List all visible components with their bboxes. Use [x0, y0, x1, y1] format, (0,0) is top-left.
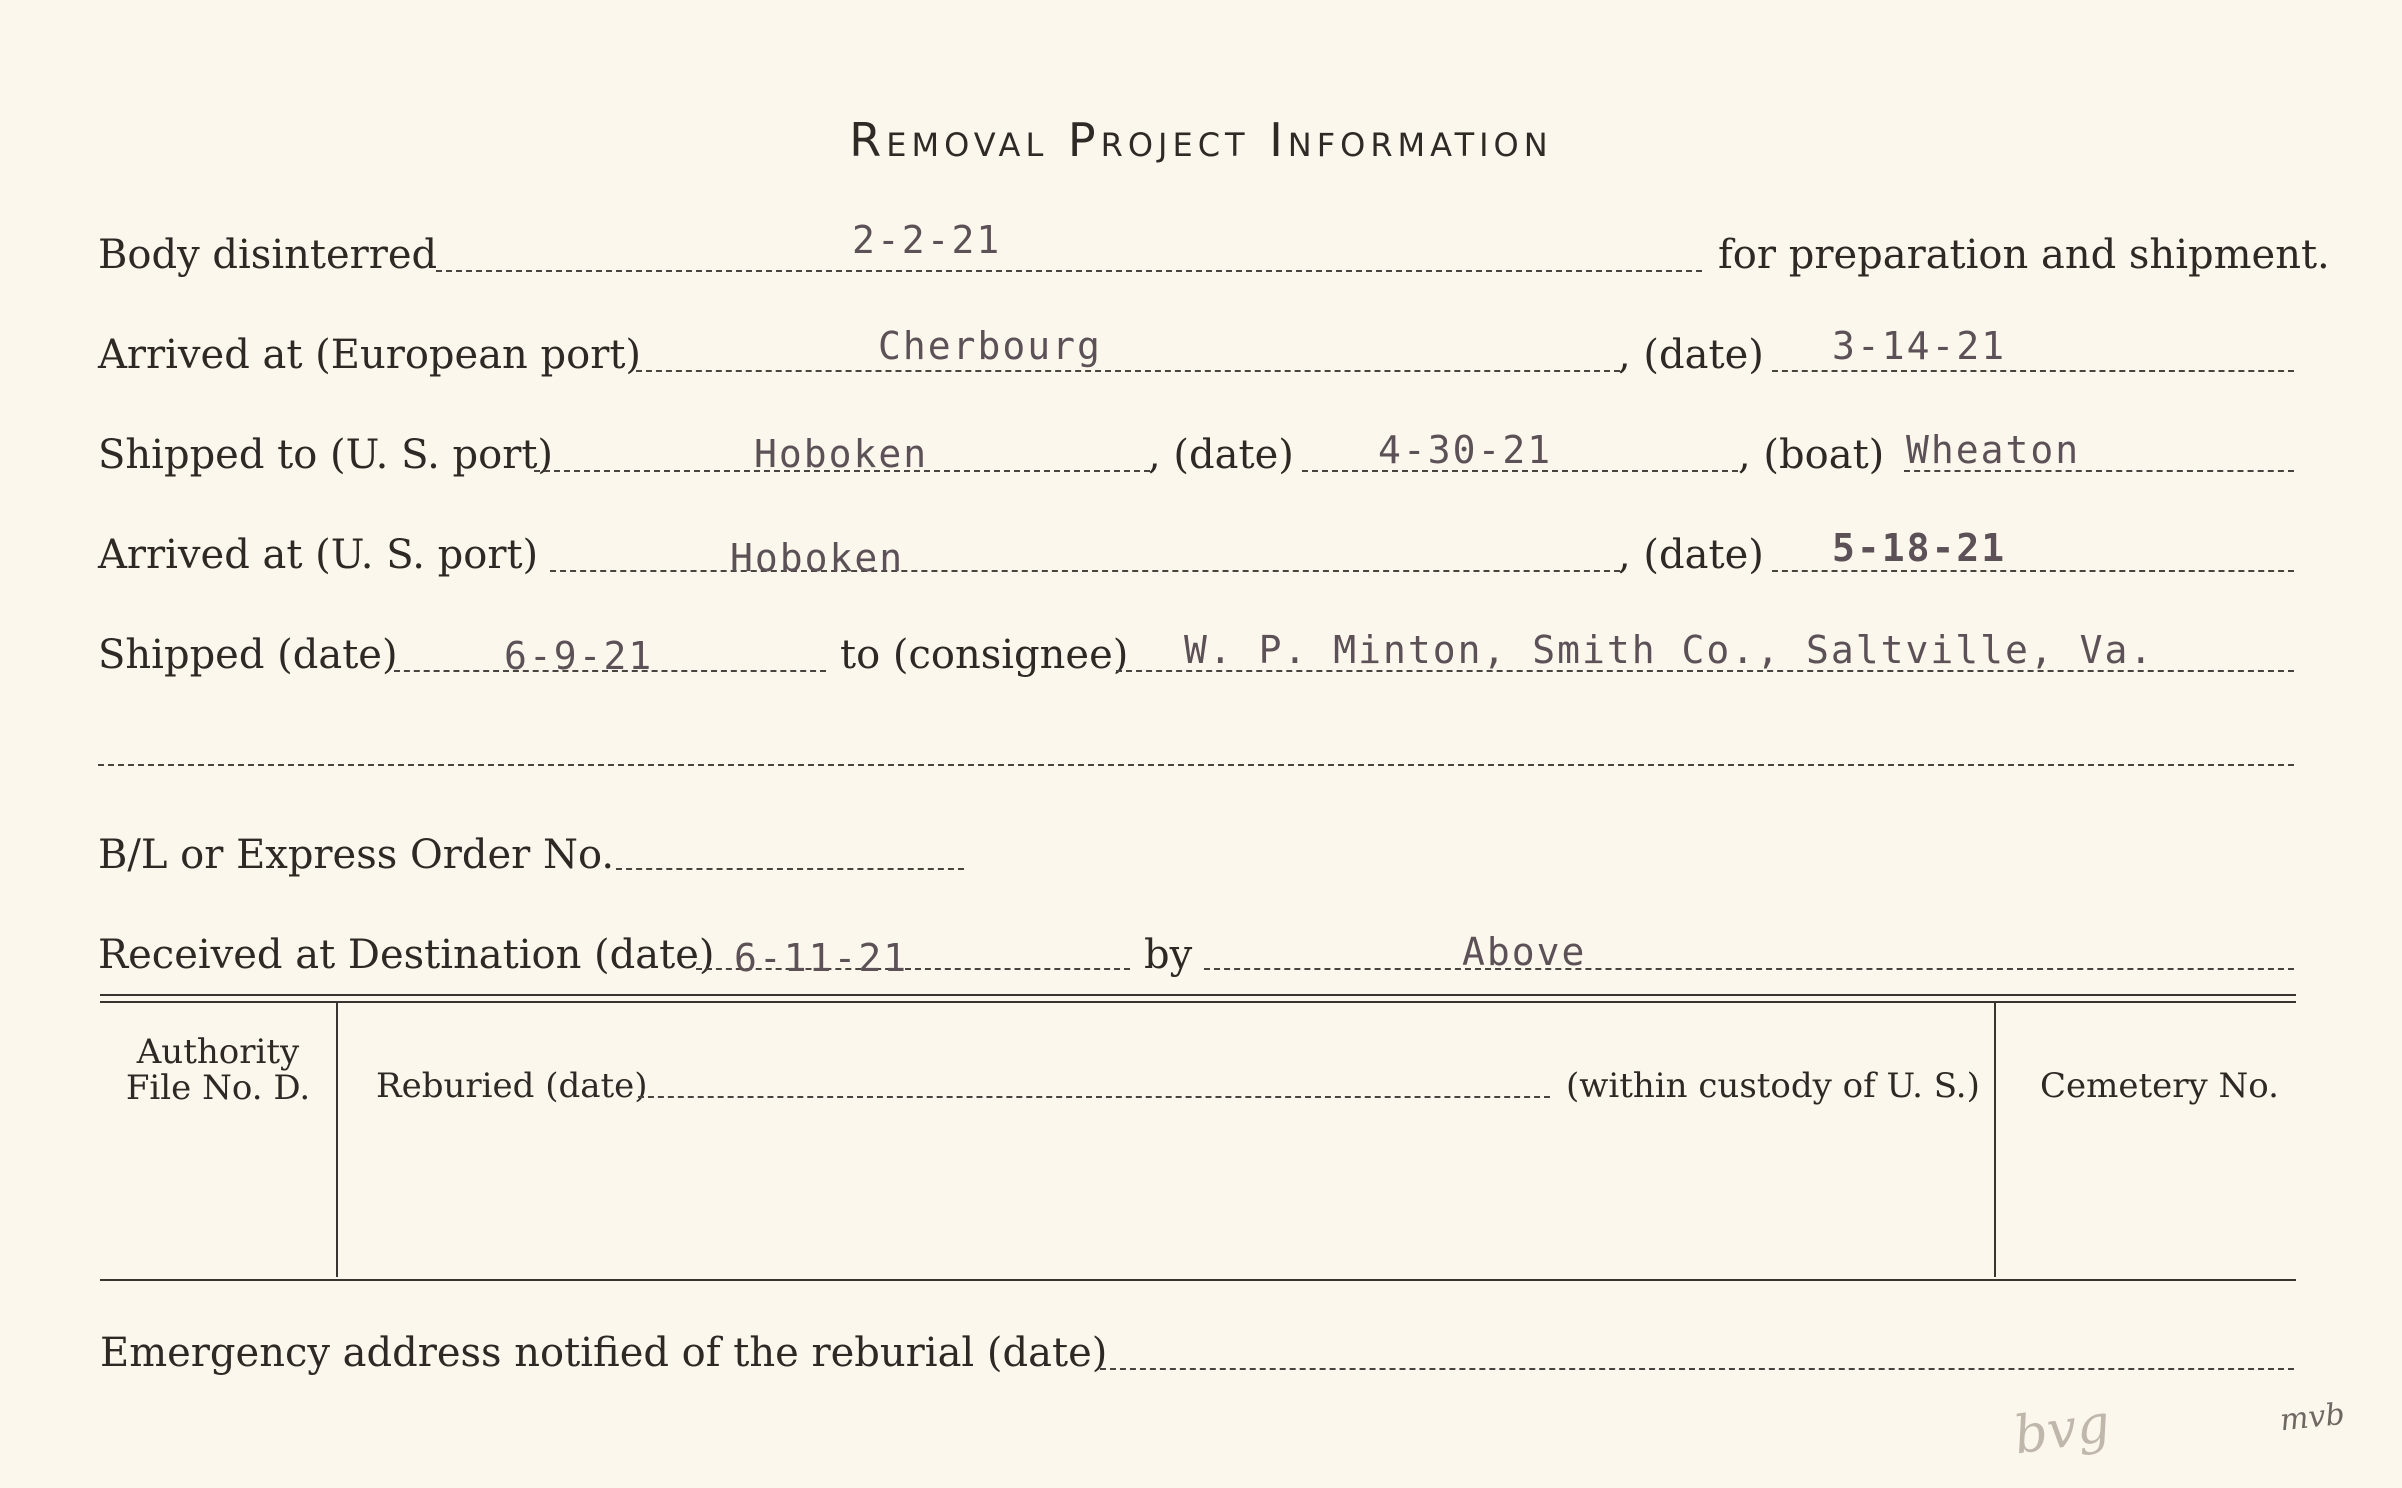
box-top-rule-1 — [100, 994, 2296, 996]
blank-line — [98, 764, 2294, 766]
consignee-label: to (consignee) — [840, 632, 1129, 678]
european-port-date-value: 3-14-21 — [1832, 324, 2007, 368]
us-port-shipped-date-value: 4-30-21 — [1378, 428, 1553, 472]
european-port-date-label: , (date) — [1618, 332, 1764, 378]
emergency-label: Emergency address notified of the reburial (date) — [100, 1330, 1108, 1376]
reburied-label: Reburied (date) — [376, 1066, 648, 1106]
received-by-value: Above — [1462, 930, 1587, 974]
shipped-date-label: Shipped (date) — [98, 632, 398, 678]
european-port-line — [636, 370, 1620, 372]
box-divider-left — [336, 1003, 338, 1277]
us-port-shipped-date-label: , (date) — [1148, 432, 1294, 478]
us-port-arrived-label: Arrived at (U. S. port) — [98, 532, 539, 578]
us-port-shipped-label: Shipped to (U. S. port) — [98, 432, 553, 478]
us-port-arrived-date-line — [1772, 570, 2294, 572]
box-bottom-rule — [100, 1279, 2296, 1281]
pencil-note: bvg — [2010, 1393, 2114, 1467]
shipped-date-value: 6-9-21 — [504, 634, 654, 678]
body-disinterred-value: 2-2-21 — [852, 218, 1002, 262]
emergency-line — [1100, 1368, 2294, 1370]
initials-note: mvb — [2278, 1396, 2347, 1439]
body-disinterred-line — [436, 270, 1702, 272]
reburied-line — [638, 1096, 1550, 1098]
us-port-arrived-date-value: 5-18-21 — [1832, 526, 2007, 570]
received-destination-label: Received at Destination (date) — [98, 932, 715, 978]
european-port-value: Cherbourg — [878, 324, 1102, 368]
boat-value: Wheaton — [1906, 428, 2081, 472]
us-port-arrived-value: Hoboken — [730, 536, 905, 580]
box-divider-right — [1994, 1003, 1996, 1277]
boat-label: , (boat) — [1738, 432, 1885, 478]
card-title: Removal Project Information — [849, 113, 1553, 167]
authority-label — [100, 1034, 336, 1106]
authority-label-line1: Authority — [136, 1032, 300, 1072]
received-by-label: by — [1144, 932, 1193, 978]
received-by-line — [1204, 968, 2294, 970]
custody-label: (within custody of U. S.) — [1566, 1066, 1980, 1106]
box-top-rule-2 — [100, 1001, 2296, 1003]
us-port-shipped-value: Hoboken — [754, 432, 929, 476]
consignee-value: W. P. Minton, Smith Co., Saltville, Va. — [1184, 628, 2155, 672]
bl-order-line — [616, 868, 964, 870]
european-port-date-line — [1772, 370, 2294, 372]
cemetery-label: Cemetery No. — [2040, 1066, 2279, 1106]
european-port-label: Arrived at (European port) — [98, 332, 642, 378]
us-port-arrived-line — [550, 570, 1620, 572]
body-disinterred-label: Body disinterred — [98, 232, 438, 278]
received-destination-value: 6-11-21 — [734, 936, 909, 980]
bl-order-label: B/L or Express Order No. — [98, 832, 615, 878]
authority-label-line2: File No. D. — [125, 1068, 311, 1108]
us-port-arrived-date-label: , (date) — [1618, 532, 1764, 578]
preparation-shipment-text: for preparation and shipment. — [1718, 232, 2330, 278]
